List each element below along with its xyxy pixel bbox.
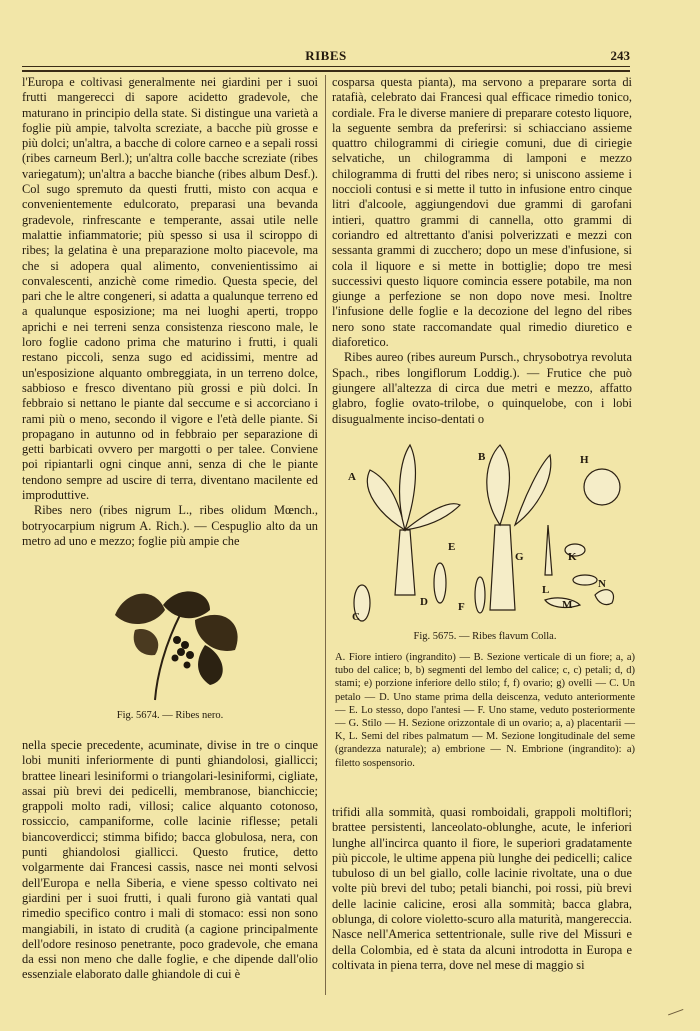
label-D: D [420, 596, 428, 608]
running-title: RIBES [305, 48, 347, 63]
paragraph-ribes-aureo-continued: trifidi alla sommità, quasi romboidali, grappoli moltiflori; brattee persistenti, lanceolato-oblunghe, acute, le inferiori lunghe all'incirca quanto il fiore, le superiori gradatamente più piccole, le ultime appena più lunghe dei pedicelli; calice tubuloso di un bel giallo, colle lacinie rivoltate, una o due volte più brevi del tubo; petali bianchi, poi rossi, più brevi delle lacinie calicine, erosi alla sommità; bacca glabra, oblunga, di colore violetto-scuro alla maturità, mangereccia. Nasce nell'America settentrionale, sulle rive del Missuri e della Colombia, ed è stata da alcuni introdotta in Europa e coltivata in piena terra, dove nel mese di maggio si [332, 805, 632, 972]
left-column-bottom [22, 738, 318, 983]
label-C: C [352, 611, 360, 623]
ribes-flavum-illustration [340, 435, 630, 625]
paragraph-ribes-nero-continued: nella specie precedente, acuminate, divise in tre o cinque lobi muniti inferiormente di punti ghiandolosi, giallicci; brattee lineari lesiniformi o triangolari-lesiniformi, cigliate, assai più brevi dei pedicelli, membranose, bianchiccie; grappoli molto radi, villosi; calice alquanto cotonoso, rossiccio, campaniforme, colle lacinie riflesse; petali biancoverdicci; stimma bifido; bacca globulosa, nera, con punti ghiandolosi giallicci. Questo frutice, detto volgarmente dai Francesi cassis, nasce nei monti selvosi dell'Europa e nella Siberia, e viene spesso coltivato nei giardini per i suoi frutti, i quali furono già vantati qual rimedio specifico contro i mali di stomaco: essi non sono mangiabili, in istato di crudità (a cagione principalmente dell'odore resinoso penetrante, poco gradevole, che emana da essi non meno che dalle foglie, e che dipende dall'olio essenziale elaborato dalle ghiandole di cui è [22, 738, 318, 982]
label-F: F [458, 601, 465, 613]
page-header [22, 48, 630, 68]
figure-caption-5674: Fig. 5674. — Ribes nero. [116, 710, 224, 721]
label-B: B [478, 451, 486, 463]
paragraph-ribes-aureo-start: Ribes aureo (ribes aureum Pursch., chrysobotrya revoluta Spach., ribes longiflorum Loddig.). — Frutice che può giungere all'altezza di circa due metri e mezzo, affatto glabro, foglie ovato-trilobe, o quinquelobe, con i lobi disugualmente inciso-dentati o [332, 350, 632, 426]
figure-ribes-flavum [340, 435, 630, 625]
pencil-mark [665, 1000, 684, 1016]
label-A: A [348, 471, 356, 483]
label-M: M [562, 599, 573, 611]
label-K: K [568, 551, 577, 563]
right-column-bottom [332, 805, 632, 973]
figure-ribes-nero [95, 585, 250, 705]
label-N: N [598, 578, 606, 590]
paragraph-ribes-nero-start: Ribes nero (ribes nigrum L., ribes olidum Mœnch., botryocarpium nigrum A. Rich.). — Cespuglio alto da un metro ad uno e mezzo; foglie più ampie che [22, 503, 318, 548]
figure-caption-5675: Fig. 5675. — Ribes flavum Colla. [413, 631, 557, 642]
label-G: G [515, 551, 524, 563]
label-E: E [448, 541, 456, 553]
figure-legend-5675: A. Fiore intiero (ingrandito) — B. Sezione verticale di un fiore; a, a) tubo del calice; b, b) segmenti del lembo del calice; c, c) petali; d, d) stami; e) porzione inferiore dello stilo; f, f) ovario; g) ovelli — C. Un petalo — D. Uno stame prima della deiscenza, veduto anteriormente — E. Lo stesso, dopo l'antesi — F. Uno stame, veduto posteriormente — G. Stilo — H. Sezione orizzontale di un ovario; a, a) placentarii — K, L. Semi del ribes palmatum — M. Sezione longitudinale del seme (grandezza naturale); a) embrione — N. Embrione (ingrandito): a) filetto sospensorio. [335, 652, 635, 769]
label-H: H [580, 454, 589, 466]
ribes-nero-illustration [95, 585, 250, 705]
header-rule-thick [22, 70, 630, 72]
header-rule [22, 66, 630, 67]
label-L: L [542, 584, 550, 596]
paragraph-ribes-rosso-end: l'Europa e coltivasi generalmente nei giardini per i suoi frutti mangerecci di sapore acidetto gradevole, che maturano in principio della state. Si distingue una varietà a foglie più ampie, talvolta screziate, a bacche più grosse e più dolci; un'altra, a bacche di colore carneo e a sepali rossi (ribes carneum Berl.); un'altra colle bacche screziate (ribes variegatum); un'altra a bacche bianche (ribes album Desf.). Col sugo spremuto da questi frutti, misto con acqua e convenientemente edulcorato, preparasi una bevanda gradevole, rinfrescante e temperante, assai utile nelle malattie infiammatorie; più spesso si usa il sciroppo di ribes; la gelatina è una preparazione molto piacevole, ma che si adopera qual alimento, convenientissimo ai convalescenti, anzichè come rimedio. Questa specie, del pari che le altre congeneri, si adatta a qualunque terreno ed a qualunque esposizione; ma nei luoghi aperti, troppo aprichi e nei terreni senza consistenza riescono male, le loro foglie cadono prima che maturino i frutti, i quali restano piccoli, senza sugo ed acidissimi, mentre ad un'esposizione alquanto ombreggiata, in un terreno dolce, sabbioso e fresco diventano più grossi e più dolci. In febbraio si nettano le piante dal seccume e si accorciano i rami più o meno, secondo il vigore e l'età delle piante. Si propagano in autunno od in febbraio per separazione di getti barbicati ovvero per margotti o per talee. Conviene poi ripiantarli ogni cinque anni, senza di che le piante tendono sempre ad uscire di terra, diventano macilente ed improduttive. [22, 75, 318, 503]
paragraph-ratafia: cosparsa questa pianta), ma servono a preparare sorta di ratafià, celebrato dai Francesi qual efficace rimedio tonico, cordiale. Fra le diverse maniere di preparare cotesto liquore, la seguente sembra da preferirsi: si schiacciano assieme quattro chilogrammi di ciriegie comuni, due di ciriegie selvatiche, un chilogramma di lamponi e mezzo chilogramma di frutti del ribes nero; si uniscono assieme i noccioli contusi e si mette il tutto in infusione entro cinque litri d'alcoole, aggiungendovi due grammi di garofani intieri, quattro grammi di cannella, otto grammi di coriandro ed altrettanto d'anisi polverizzati e mezzi con sessanta grammi di zucchero; dopo un mese d'infusione, si cola il liquore e si mette in bottiglie; dopo tre mesi successivi questo liquore comincia essere potabile, ma non giunge a perfezione se non dopo nove mesi. Inoltre l'infusione delle foglie e la decozione del legno del ribes nero sono state raccomandate qual rimedio diuretico e diaforetico. [332, 75, 632, 350]
left-column-top [22, 75, 318, 549]
right-column-top [332, 75, 632, 427]
column-divider [325, 75, 326, 995]
page-number: 243 [610, 48, 630, 63]
